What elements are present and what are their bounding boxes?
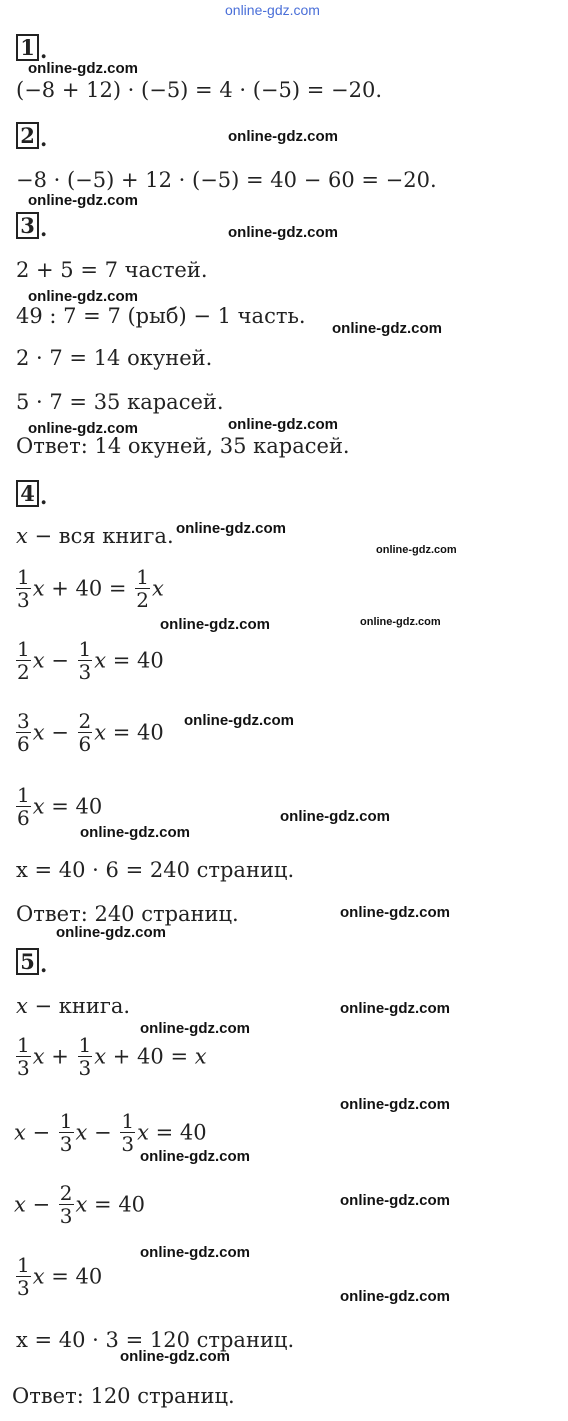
task-5-answer: Ответ: 120 страниц. <box>12 1384 235 1408</box>
fraction: $\frac{2}{6}$ <box>78 709 92 756</box>
fraction: $\frac{1}{3}$ <box>121 1109 135 1156</box>
watermark: online-gdz.com <box>228 416 338 433</box>
variable-x: x <box>16 524 28 548</box>
fraction: $\frac{1}{3}$ <box>78 637 92 684</box>
task-5-equation-2: x − $\frac{1}{3}$ x − $\frac{1}{3}$ x = 40 <box>14 1109 207 1156</box>
task-5-line-6: x = 40 · 3 = 120 страниц. <box>16 1328 295 1352</box>
variable-x: x <box>16 994 28 1018</box>
task-4-number: 4 <box>16 480 39 507</box>
task-4-equation-4: $\frac{1}{6}$ x = 40 <box>17 783 103 830</box>
task-4-line-1 <box>16 526 174 547</box>
watermark: online-gdz.com <box>340 1000 450 1017</box>
task-3-answer: Ответ: 14 окуней, 35 карасей. <box>16 434 350 458</box>
task-4-equation-3: $\frac{3}{6}$ x − $\frac{2}{6}$ x = 40 <box>17 709 164 756</box>
task-3-dot: . <box>40 216 48 241</box>
task-4-line-1-text: − вся книга. <box>27 524 174 548</box>
task-3-line-1: 2 + 5 = 7 частей. <box>16 258 208 282</box>
task-1-dot: . <box>40 38 48 63</box>
task-4-line-6: x = 40 · 6 = 240 страниц. <box>16 858 295 882</box>
watermark: online-gdz.com <box>360 616 441 628</box>
watermark: online-gdz.com <box>56 924 166 941</box>
watermark: online-gdz.com <box>28 420 138 437</box>
task-4-equation-2: $\frac{1}{2}$ x − $\frac{1}{3}$ x = 40 <box>17 637 164 684</box>
watermark: online-gdz.com <box>332 320 442 337</box>
task-2-dot: . <box>40 126 48 151</box>
watermark: online-gdz.com <box>28 60 138 77</box>
fraction: $\frac{1}{2}$ <box>17 637 30 684</box>
task-3-line-4: 5 · 7 = 35 карасей. <box>16 390 224 414</box>
watermark: online-gdz.com <box>176 520 286 537</box>
watermark: online-gdz.com <box>80 824 190 841</box>
task-4-equation-1: $\frac{1}{3}$ x + 40 = $\frac{1}{2}$ x <box>17 565 164 612</box>
fraction: $\frac{3}{6}$ <box>17 709 30 756</box>
task-3-line-2: 49 : 7 = 7 (рыб) − 1 часть. <box>16 304 306 328</box>
task-2-equation: −8 · (−5) + 12 · (−5) = 40 − 60 = −20. <box>16 168 437 192</box>
watermark-top: online-gdz.com <box>225 2 320 18</box>
fraction: $\frac{1}{3}$ <box>17 565 30 612</box>
fraction: $\frac{2}{3}$ <box>59 1181 73 1228</box>
watermark: online-gdz.com <box>340 904 450 921</box>
task-5-equation-4: $\frac{1}{3}$ x = 40 <box>17 1253 103 1300</box>
fraction: $\frac{1}{3}$ <box>17 1253 30 1300</box>
watermark: online-gdz.com <box>340 1096 450 1113</box>
watermark: online-gdz.com <box>280 808 390 825</box>
watermark: online-gdz.com <box>340 1288 450 1305</box>
watermark: online-gdz.com <box>376 544 457 556</box>
fraction: $\frac{1}{2}$ <box>136 565 149 612</box>
watermark: online-gdz.com <box>28 288 138 305</box>
task-5-dot: . <box>40 952 48 977</box>
watermark: online-gdz.com <box>340 1192 450 1209</box>
watermark: online-gdz.com <box>228 128 338 145</box>
task-5-line-1 <box>16 996 130 1017</box>
task-1-equation: (−8 + 12) · (−5) = 4 · (−5) = −20. <box>16 78 382 102</box>
task-2-number: 2 <box>16 122 39 149</box>
task-4-dot: . <box>40 484 48 509</box>
task-5-equation-1: $\frac{1}{3}$ x + $\frac{1}{3}$ x + 40 = x <box>17 1033 207 1080</box>
fraction: $\frac{1}{3}$ <box>17 1033 30 1080</box>
watermark: online-gdz.com <box>160 616 270 633</box>
fraction: $\frac{1}{6}$ <box>17 783 30 830</box>
fraction: $\frac{1}{3}$ <box>59 1109 73 1156</box>
watermark: online-gdz.com <box>28 192 138 209</box>
watermark: online-gdz.com <box>140 1020 250 1037</box>
watermark: online-gdz.com <box>228 224 338 241</box>
watermark: online-gdz.com <box>120 1348 230 1365</box>
task-4-answer: Ответ: 240 страниц. <box>16 902 239 926</box>
fraction: $\frac{1}{3}$ <box>78 1033 92 1080</box>
task-3-line-3: 2 · 7 = 14 окуней. <box>16 346 213 370</box>
task-3-number: 3 <box>16 212 39 239</box>
watermark: online-gdz.com <box>140 1148 250 1165</box>
task-5-number: 5 <box>16 948 39 975</box>
task-5-equation-3: x − $\frac{2}{3}$ x = 40 <box>14 1181 146 1228</box>
task-1-number: 1 <box>16 34 39 61</box>
watermark: online-gdz.com <box>140 1244 250 1261</box>
watermark: online-gdz.com <box>184 712 294 729</box>
task-5-line-1-text: − книга. <box>27 994 131 1018</box>
